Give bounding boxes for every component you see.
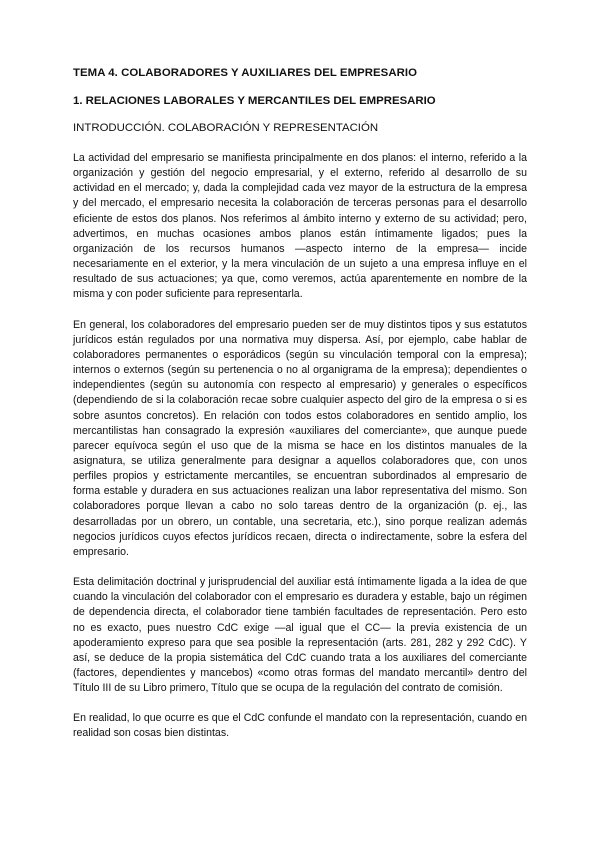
paragraph-conclusion: En realidad, lo que ocurre es que el CdC confunde el mandato con la representación, cuando en realidad son cosas bien distintas. (73, 712, 527, 740)
paragraph-colaboradores: En general, los colaboradores del empresario pueden ser de muy distintos tipos y sus estatutos jurídicos están regulados por una normativa muy dispersa. Así, por ejemplo, cabe hablar de colaboradores permanentes o esporádicos (según su vinculación temporal con la empresa); internos o externos (según su pertenencia o no al organigrama de la empresa); dependientes o independientes (según su autonomía con respecto al empresario) y generales o específicos (dependiendo de si la colaboración recae sobre cualquier aspecto del giro de la empresa o si es sobre asuntos concretos). En relación con todos estos colaboradores en sentido amplio, los mercantilistas han consagrado la expresión «auxiliares del comerciante», que aunque puede parecer equívoca según el uso que de la misma se hace en los distintos manuales de la asignatura, se utiliza generalmente para designar a aquellos colaboradores que, con unos perfiles propios y estrictamente mercantiles, se encuentran subordinados al empresario de forma estable y duradera en sus actuaciones realizan una labor representativa del mismo. Son colaboradores porque llevan a cabo no solo tareas dentro de la organización (p. ej., las desarrolladas por un obrero, un contable, una secretaria, etc.), sino porque realizan además negocios jurídicos cuyos efectos jurídicos recaen, directa o indirectamente, sobre la esfera del empresario. (73, 318, 527, 558)
section-heading: 1. RELACIONES LABORALES Y MERCANTILES DEL EMPRESARIO (73, 95, 436, 107)
subsection-heading: INTRODUCCIÓN. COLABORACIÓN Y REPRESENTACIÓN (73, 122, 379, 134)
document-title: TEMA 4. COLABORADORES Y AUXILIARES DEL EMPRESARIO (73, 67, 418, 79)
paragraph-intro: La actividad del empresario se manifiesta principalmente en dos planos: el interno, referido a la organización y gestión del negocio empresarial, y el externo, referido al desarrollo de su actividad en el mercado; y, dada la complejidad cada vez mayor de la estructura de la empresa y del mercado, el empresario necesita la colaboración de terceras personas para el desarrollo eficiente de estos dos planos. Nos referimos al ámbito interno y externo de su actividad; pero, advertimos, en muchas ocasiones ambos planos están íntimamente ligados; pues la organización de los recursos humanos —aspecto interno de la empresa— incide necesariamente en el exterior, y la mera vinculación de un sujeto a una empresa influye en el resultado de sus actuaciones; ya que, como veremos, actúa aparentemente en nombre de la misma y con poder suficiente para representarla. (73, 152, 527, 301)
paragraph-delimitacion: Esta delimitación doctrinal y jurisprudencial del auxiliar está íntimamente ligada a la idea de que cuando la vinculación del colaborador con el empresario es duradera y estable, bajo un régimen de dependencia directa, el colaborador tiene también facultades de representación. Pero esto no es exacto, pues nuestro CdC exige —al igual que el CC— la previa existencia de un apoderamiento expreso para que sea posible la representación (arts. 281, 282 y 292 CdC). Y así, se deduce de la propia sistemática del CdC cuando trata a los auxiliares del comerciante (factores, dependientes y mancebos) «como otras formas del mandato mercantil» dentro del Título III de su Libro primero, Título que se ocupa de la regulación del contrato de comisión. (73, 576, 527, 695)
